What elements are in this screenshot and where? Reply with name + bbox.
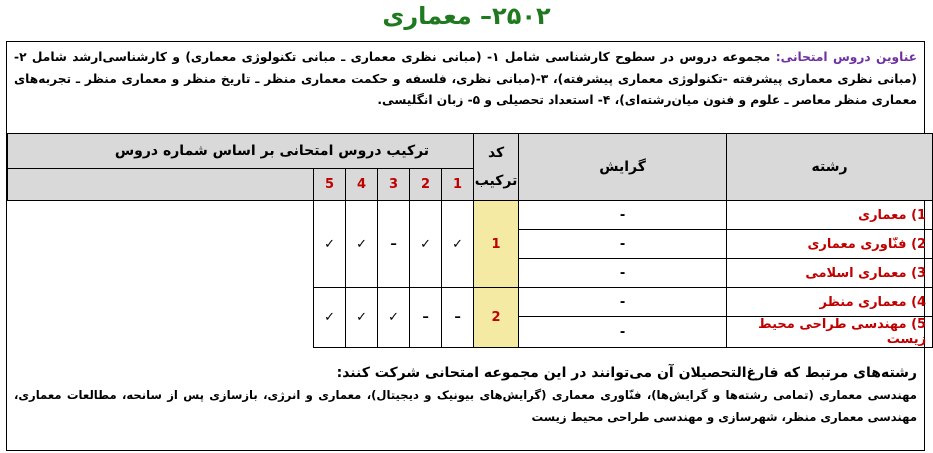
orientation-row-5: - xyxy=(519,317,727,348)
header-col-3: 3 xyxy=(378,169,410,201)
mark-2-4: ✓ xyxy=(346,288,378,348)
field-row-3: 3) معماری اسلامی xyxy=(727,259,933,288)
related-fields-section xyxy=(7,358,924,450)
field-row-2: 2) فنّاوری معماری xyxy=(727,230,933,259)
orientation-row-1: - xyxy=(519,201,727,230)
mark-1-1: ✓ xyxy=(442,201,474,288)
header-field: رشته xyxy=(727,134,933,201)
code-2: 2 xyxy=(474,288,519,348)
mark-2-1: – xyxy=(442,288,474,348)
related-fields-text: مهندسی معماری (تمامی رشته‌ها و گرایش‌ها)، فنّاوری معماری (گرایش‌های بیونیک و دیجیتال)، معماری و انرژی، بازسازی پس از سانحه، مطالعات معماری، مهندسی معماری منظر، شهرسازی و مهندسی طراحی محیط زیست xyxy=(14,388,917,424)
field-row-4: 4) معماری منظر xyxy=(727,288,933,317)
header-code: کد ترکیب xyxy=(474,134,519,201)
header-col-5: 5 xyxy=(314,169,346,201)
header-composition: ترکیب دروس امتحانی بر اساس شماره دروس xyxy=(8,134,474,169)
mark-1-3: – xyxy=(378,201,410,288)
page-title: ۲۵۰۲– معماری xyxy=(382,2,551,30)
header-col-1: 1 xyxy=(442,169,474,201)
exam-subjects-paragraph xyxy=(7,42,924,133)
header-orientation: گرایش xyxy=(519,134,727,201)
orientation-row-4: - xyxy=(519,288,727,317)
mark-2-3: ✓ xyxy=(378,288,410,348)
mark-2-5: ✓ xyxy=(314,288,346,348)
mark-1-4: ✓ xyxy=(346,201,378,288)
mark-2-2: – xyxy=(410,288,442,348)
orientation-row-2: - xyxy=(519,230,727,259)
field-row-1: 1) معماری xyxy=(727,201,933,230)
exam-info-box xyxy=(6,41,925,451)
header-col-4: 4 xyxy=(346,169,378,201)
field-row-5: 5) مهندسی طراحی محیط زیست xyxy=(727,317,933,348)
related-fields-heading: رشته‌های مرتبط که فارغ‌التحصیلان آن می‌توانند در این مجموعه امتحانی شرکت کنند: xyxy=(336,365,917,381)
exam-subjects-text: مجموعه دروس در سطوح کارشناسی شامل ۱- (مبانی نظری معماری ـ مبانی تکنولوژی معماری) و کارشناسی‌ارشد شامل ۲-(مبانی نظری معماری پیشرفته -تکنولوژی معماری پیشرفته)، ۳-(مبانی نظری، فلسفه و حکمت معماری منظر ـ تاریخ منظر و معماری منظر ـ تجربه‌های معماری منظر معاصر ـ علوم و فنون میان‌رشته‌ای)، ۴- استعداد تحصیلی و ۵- زبان انگلیسی. xyxy=(14,50,917,107)
orientation-row-3: - xyxy=(519,259,727,288)
mark-1-2: ✓ xyxy=(410,201,442,288)
mark-1-5: ✓ xyxy=(314,201,346,288)
header-col-2: 2 xyxy=(410,169,442,201)
composition-table xyxy=(7,133,933,348)
exam-subjects-label: عناوین دروس امتحانی: xyxy=(775,50,917,64)
code-1: 1 xyxy=(474,201,519,288)
